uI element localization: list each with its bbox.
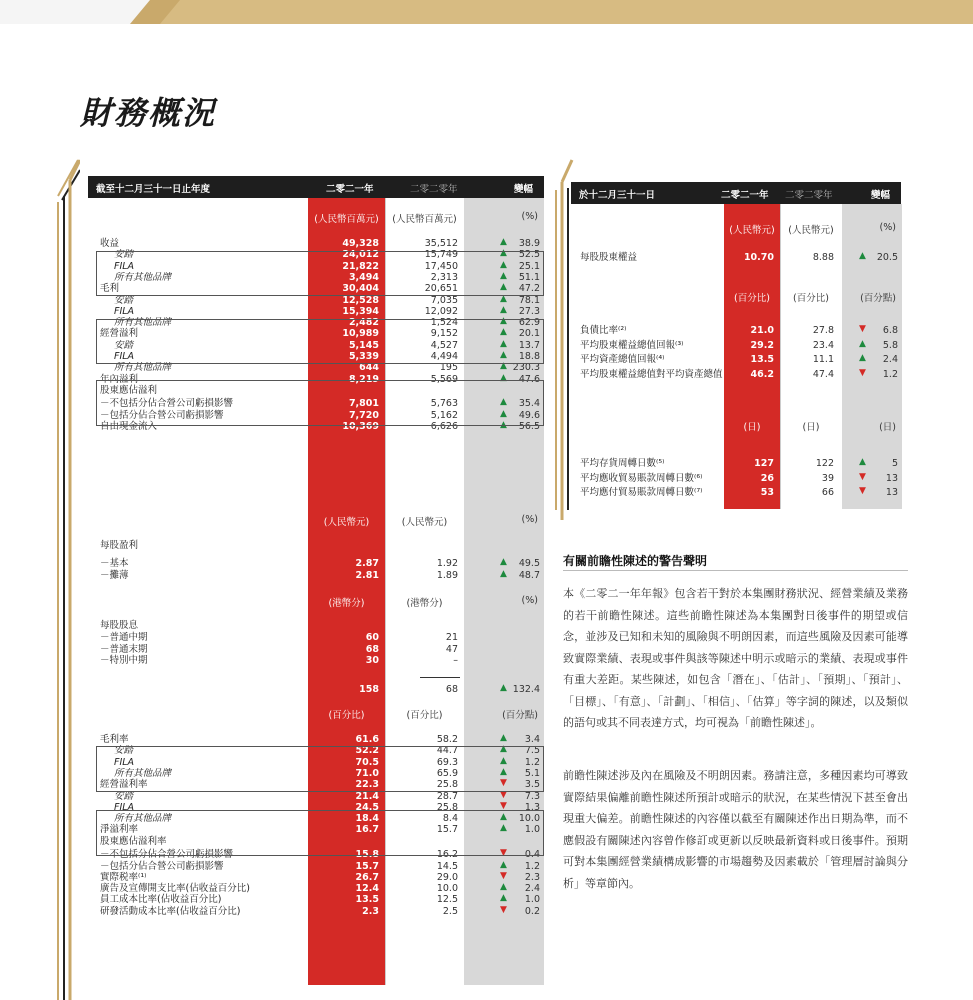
unit-2021: (人民幣元): [323, 517, 370, 528]
row-label: 安踏: [114, 339, 134, 351]
row-label: －普通中期: [100, 632, 148, 643]
value-2020: 6,626: [430, 420, 458, 432]
value-2021: 158: [359, 684, 379, 695]
value-change: 132.4: [512, 684, 540, 695]
arrow-up-icon: ▲: [500, 270, 507, 281]
arrow-up-icon: ▲: [500, 744, 507, 755]
value-2020: 7,035: [430, 294, 458, 306]
value-change: 13: [885, 472, 898, 484]
value-2020: 23.4: [812, 339, 834, 351]
value-change: 1.0: [524, 824, 540, 836]
value-2021: 29.2: [750, 339, 774, 351]
row-label: 安踏: [114, 745, 134, 757]
unit-change: (%): [879, 222, 896, 233]
value-2021: 16.7: [355, 824, 379, 836]
unit-2021: (人民幣元): [729, 225, 775, 236]
arrow-up-icon: ▲: [500, 304, 507, 315]
arrow-up-icon: ▲: [500, 338, 507, 349]
row-label: 股東應佔溢利率: [100, 835, 167, 847]
arrow-up-icon: ▲: [500, 557, 507, 567]
value-2020: 69.3: [436, 756, 458, 768]
unit-2020: (人民幣元): [401, 517, 448, 528]
value-change: 7.5: [524, 745, 540, 757]
value-2020: 25.8: [436, 801, 458, 813]
value-2021: 30: [365, 655, 379, 666]
arrow-up-icon: ▲: [859, 251, 866, 261]
value-change: 18.8: [518, 351, 540, 362]
value-2021: 2,482: [348, 317, 379, 329]
value-2021: 15.7: [355, 860, 379, 872]
notice-title: 有關前瞻性陳述的警告聲明: [563, 554, 708, 568]
value-2020: 195: [439, 362, 458, 374]
value-change: 1.2: [524, 860, 540, 872]
value-2021: 5,145: [348, 339, 379, 351]
value-change: 3.4: [524, 734, 540, 745]
row-label: 股東應佔溢利: [100, 384, 158, 396]
value-change: 1.3: [524, 801, 540, 813]
value-2020: 122: [815, 458, 834, 469]
arrow-up-icon: ▲: [859, 457, 866, 467]
value-2021: 46.2: [750, 368, 774, 380]
row-label: 所有其他品牌: [114, 767, 172, 779]
value-2020: 8.4: [442, 813, 458, 825]
value-2021: 12.4: [355, 883, 379, 895]
value-2021: 26.7: [355, 871, 379, 883]
value-2020: –: [453, 655, 458, 666]
value-change: 2.3: [524, 871, 540, 883]
value-2020: 35,512: [424, 238, 458, 249]
value-2020: 65.9: [436, 767, 458, 779]
row-label: 自由現金流入: [100, 420, 158, 432]
value-2021: 61.6: [355, 734, 379, 745]
header-2020: 二零二零年: [410, 184, 458, 195]
arrow-up-icon: ▲: [500, 823, 507, 834]
value-2021: 30,404: [342, 283, 379, 295]
value-2020: 47: [445, 643, 458, 655]
arrow-down-icon: ▼: [859, 486, 866, 496]
value-change: 230.3: [512, 362, 540, 374]
notice-paragraph-1: 本《二零二一年年報》包含若干對於本集團財務狀況、經營業績及業務的若干前瞻性陳述。這些前瞻性陳述為本集團對日後事件的期望或信念，並涉及已知和未知的風險與不明朗因素，而這些風險及因素可能導致實際業績、表現或事件與該等陳述中明示或暗示的業績、表現或事件有重大差距。某些陳述，如包含「潛在」、「估計」、「預期」、「預計」、「目標」、「有意」、「計劃」、「相信」、「估算」等字詞的陳述，以及類似的語句或其不同表達方式，均可視為「前瞻性陳述」。: [563, 587, 908, 729]
value-2021: 3,494: [348, 271, 379, 283]
row-label: 實際税率⁽¹⁾: [100, 871, 147, 883]
arrow-up-icon: ▲: [859, 338, 866, 349]
value-change: 2.4: [524, 883, 540, 895]
arrow-up-icon: ▲: [500, 408, 507, 419]
arrow-up-icon: ▲: [500, 683, 507, 693]
arrow-down-icon: ▼: [500, 800, 507, 811]
arrow-up-icon: ▲: [500, 248, 507, 259]
value-2020: 15,749: [424, 249, 458, 261]
value-2021: 22.3: [355, 779, 379, 791]
value-2021: 60: [365, 632, 379, 643]
arrow-up-icon: ▲: [500, 755, 507, 766]
arrow-up-icon: ▲: [500, 259, 507, 270]
row-label: 平均股東權益總值對平均資產總值: [580, 368, 723, 380]
value-2020: 21: [445, 632, 458, 643]
value-2021: 13.5: [750, 354, 774, 365]
arrow-up-icon: ▲: [500, 859, 507, 870]
row-label: 平均應收貿易賬款周轉日數⁽⁶⁾: [580, 472, 703, 484]
value-2020: 29.0: [436, 871, 458, 883]
value-change: 20.5: [876, 252, 898, 263]
unit-2020: (百分比): [793, 293, 829, 304]
value-2021: 53: [760, 487, 774, 498]
value-2021: 644: [359, 362, 379, 374]
unit-change: (%): [521, 211, 538, 222]
arrow-up-icon: ▲: [500, 766, 507, 777]
value-2020: 5,162: [430, 409, 458, 421]
value-change: 5.1: [524, 767, 540, 779]
value-2021: 10,989: [342, 328, 379, 340]
value-change: 56.5: [518, 420, 540, 432]
row-label: 淨溢利率: [100, 824, 139, 836]
value-change: 5: [891, 458, 898, 469]
arrow-up-icon: ▲: [500, 569, 507, 579]
unit-change: (%): [521, 595, 538, 606]
value-change: 49.5: [518, 558, 540, 569]
arrow-up-icon: ▲: [500, 237, 507, 247]
value-change: 51.1: [518, 271, 540, 283]
value-2020: 4,527: [430, 339, 458, 351]
notice-title-underline: [563, 570, 908, 571]
value-2021: 7,720: [348, 409, 379, 421]
value-change: 27.3: [518, 305, 540, 317]
value-2020: 16.2: [436, 849, 458, 861]
value-2021: 8,219: [348, 373, 379, 385]
arrow-up-icon: ▲: [500, 893, 507, 904]
value-2020: 58.2: [436, 734, 458, 745]
row-label: 每股股東權益: [580, 252, 638, 263]
arrow-down-icon: ▼: [500, 870, 507, 881]
unit-2021: (日): [743, 422, 761, 433]
row-label: 每股盈利: [100, 540, 139, 551]
row-label: －特別中期: [100, 655, 148, 666]
value-2020: 12,092: [424, 305, 458, 317]
value-2021: 26: [760, 472, 774, 484]
arrow-up-icon: ▲: [500, 812, 507, 823]
unit-2020: (港幣分): [406, 598, 443, 609]
value-2021: 15,394: [342, 305, 379, 317]
value-change: 2.4: [882, 354, 898, 365]
unit-2021: (港幣分): [328, 598, 365, 609]
value-change: 13: [885, 487, 898, 498]
value-change: 25.1: [518, 260, 540, 272]
unit-2020: (人民幣百萬元): [392, 214, 457, 225]
value-2020: 15.7: [436, 824, 458, 836]
unit-2021: (百分比): [328, 710, 365, 721]
row-label: 年內溢利: [100, 373, 139, 385]
arrow-up-icon: ▲: [500, 316, 507, 327]
row-label: 每股股息: [100, 620, 139, 631]
value-change: 1.2: [882, 368, 898, 380]
unit-2021: (人民幣百萬元): [314, 214, 379, 225]
value-2020: 28.7: [436, 790, 458, 802]
page-title: 財務概況: [80, 94, 217, 132]
value-change: 48.7: [518, 570, 540, 581]
row-label: 平均應付貿易賬款周轉日數⁽⁷⁾: [580, 487, 703, 498]
value-2021: 10.70: [743, 252, 774, 263]
value-2021: 2.81: [355, 570, 379, 581]
value-2020: 44.7: [436, 745, 458, 757]
header-period: 於十二月三十一日: [579, 190, 656, 201]
row-label: 收益: [100, 238, 120, 249]
row-label: 所有其他品牌: [114, 813, 172, 825]
value-2021: 12,528: [342, 294, 379, 306]
row-label: 毛利: [100, 283, 120, 295]
value-2020: 9,152: [430, 328, 458, 340]
table-header: [571, 182, 901, 204]
value-2020: 5,763: [430, 398, 458, 410]
row-label: FILA: [114, 260, 135, 272]
value-2020: 12.5: [436, 894, 458, 906]
value-2021: 5,339: [348, 351, 379, 362]
value-change: 10.0: [518, 813, 540, 825]
row-label: 所有其他品牌: [114, 317, 172, 329]
row-label: 毛利率: [100, 734, 129, 745]
value-2020: 10.0: [436, 883, 458, 895]
value-change: 49.6: [518, 409, 540, 421]
unit-2021: (百分比): [734, 293, 770, 304]
row-label: 安踏: [114, 249, 134, 261]
arrow-up-icon: ▲: [500, 372, 507, 383]
value-2020: 8.88: [812, 252, 834, 263]
unit-change: (%): [521, 514, 538, 525]
value-2021: 127: [754, 458, 774, 469]
row-label: －包括分佔合營公司虧損影響: [100, 409, 224, 421]
value-2020: 47.4: [812, 368, 834, 380]
value-change: 3.5: [524, 779, 540, 791]
unit-2020: (人民幣元): [788, 225, 834, 236]
row-label: 平均股東權益總值回報⁽³⁾: [580, 339, 684, 351]
arrow-down-icon: ▼: [500, 778, 507, 789]
row-label: －攤薄: [100, 570, 129, 581]
value-change: 0.2: [524, 905, 540, 917]
unit-2020: (日): [802, 422, 820, 433]
value-2020: 68: [445, 684, 458, 695]
value-2020: 14.5: [436, 860, 458, 872]
header-2021: 二零二一年: [721, 190, 769, 201]
value-2021: 21.4: [355, 790, 379, 802]
value-2021: 18.4: [355, 813, 379, 825]
row-label: －普通末期: [100, 643, 148, 655]
value-change: 35.4: [518, 398, 540, 410]
value-change: 7.3: [524, 790, 540, 802]
arrow-down-icon: ▼: [500, 848, 507, 859]
row-label: 安踏: [114, 294, 134, 306]
row-label: 廣告及宣傳開支比率(佔收益百分比): [100, 883, 250, 895]
unit-change: (百分點): [860, 293, 896, 304]
header-2021: 二零二一年: [326, 184, 374, 195]
row-label: 經營溢利率: [100, 779, 148, 791]
value-2020: 4,494: [430, 351, 458, 362]
value-2021: 13.5: [355, 894, 379, 906]
value-2021: 21,822: [342, 260, 379, 272]
value-2021: 49,328: [342, 238, 379, 249]
row-label: FILA: [114, 801, 135, 813]
value-2020: 11.1: [812, 354, 834, 365]
value-2020: 5,569: [430, 373, 458, 385]
row-label: 所有其他品牌: [114, 271, 172, 283]
value-2020: 17,450: [424, 260, 458, 272]
value-2020: 2,313: [430, 271, 458, 283]
value-change: 62.9: [518, 317, 540, 329]
value-2020: 1,524: [430, 317, 458, 329]
arrow-down-icon: ▼: [859, 367, 866, 378]
row-label: －包括分佔合營公司虧損影響: [100, 860, 224, 872]
value-2021: 70.5: [355, 756, 379, 768]
value-2021: 24,012: [342, 249, 379, 261]
arrow-up-icon: ▲: [500, 361, 507, 372]
arrow-up-icon: ▲: [500, 397, 507, 408]
value-2021: 52.2: [355, 745, 379, 757]
value-2021: 7,801: [348, 398, 379, 410]
value-change: 52.5: [518, 249, 540, 261]
value-change: 1.0: [524, 894, 540, 906]
value-change: 0.4: [524, 849, 540, 861]
arrow-up-icon: ▲: [859, 353, 866, 363]
header-change: 變幅: [514, 184, 534, 195]
value-2020: 2.5: [442, 905, 458, 917]
row-label: 平均資產總值回報⁽⁴⁾: [580, 354, 665, 365]
value-change: 38.9: [518, 238, 540, 249]
row-label: 經營溢利: [100, 328, 139, 340]
arrow-down-icon: ▼: [500, 789, 507, 800]
value-2021: 2.87: [355, 558, 379, 569]
value-2021: 68: [365, 643, 379, 655]
value-2020: 39: [821, 472, 834, 484]
value-2021: 2.3: [362, 905, 379, 917]
value-2021: 10,369: [342, 420, 379, 432]
arrow-up-icon: ▲: [500, 733, 507, 743]
arrow-up-icon: ▲: [500, 327, 507, 338]
arrow-down-icon: ▼: [859, 471, 866, 482]
arrow-down-icon: ▼: [859, 324, 866, 334]
value-2020: 1.89: [436, 570, 458, 581]
row-label: 研發活動成本比率(佔收益百分比): [100, 905, 241, 917]
arrow-up-icon: ▲: [500, 293, 507, 304]
arrow-up-icon: ▲: [500, 419, 507, 430]
value-2021: 24.5: [355, 801, 379, 813]
arrow-up-icon: ▲: [500, 282, 507, 293]
value-2021: 71.0: [355, 767, 379, 779]
value-change: 6.8: [882, 325, 898, 336]
row-label: FILA: [114, 756, 135, 768]
header-period: 截至十二月三十一日止年度: [96, 184, 211, 195]
value-change: 1.2: [524, 756, 540, 768]
arrow-down-icon: ▼: [500, 904, 507, 915]
row-label: 負債比率⁽²⁾: [580, 325, 627, 336]
value-change: 47.6: [518, 373, 540, 385]
notice-paragraph-2: 前瞻性陳述涉及內在風險及不明朗因素。務請注意，多種因素均可導致實際結果偏離前瞻性陳述所預計或暗示的狀況，在某些情況下甚至會出現重大偏差。前瞻性陳述的內容僅以截至有關陳述作出日期為準，而不應假設有關陳述內容曾作修訂或更新以反映最新資料或日後事件。預期可對本集團經營業績構成影響的市場趨勢及因素載於「管理層討論與分析」等章節內。: [563, 769, 908, 890]
row-label: 平均存貨周轉日數⁽⁵⁾: [580, 458, 665, 469]
row-label: －不包括分佔合營公司虧損影響: [100, 849, 234, 861]
value-2020: 66: [821, 487, 834, 498]
header-change: 變幅: [871, 190, 891, 201]
value-change: 5.8: [882, 339, 898, 351]
value-change: 78.1: [518, 294, 540, 306]
value-2021: 21.0: [750, 325, 774, 336]
unit-change: (日): [879, 422, 896, 433]
arrow-up-icon: ▲: [500, 350, 507, 360]
unit-change: (百分點): [502, 710, 538, 721]
row-label: 所有其他品牌: [114, 362, 172, 374]
row-label: 員工成本比率(佔收益百分比): [100, 894, 222, 906]
arrow-up-icon: ▲: [500, 882, 507, 893]
value-2020: 27.8: [812, 325, 834, 336]
value-change: 20.1: [518, 328, 540, 340]
header-2020: 二零二零年: [785, 190, 833, 201]
value-2020: 25.8: [436, 779, 458, 791]
unit-2020: (百分比): [406, 710, 443, 721]
row-label: －基本: [100, 558, 129, 569]
value-change: 13.7: [518, 339, 540, 351]
row-label: FILA: [114, 351, 135, 362]
value-change: 47.2: [518, 283, 540, 295]
row-label: －不包括分佔合營公司虧損影響: [100, 398, 234, 410]
value-2020: 1.92: [436, 558, 458, 569]
value-2021: 15.8: [355, 849, 379, 861]
value-2020: 20,651: [424, 283, 458, 295]
row-label: FILA: [114, 305, 135, 317]
row-label: 安踏: [114, 790, 134, 802]
